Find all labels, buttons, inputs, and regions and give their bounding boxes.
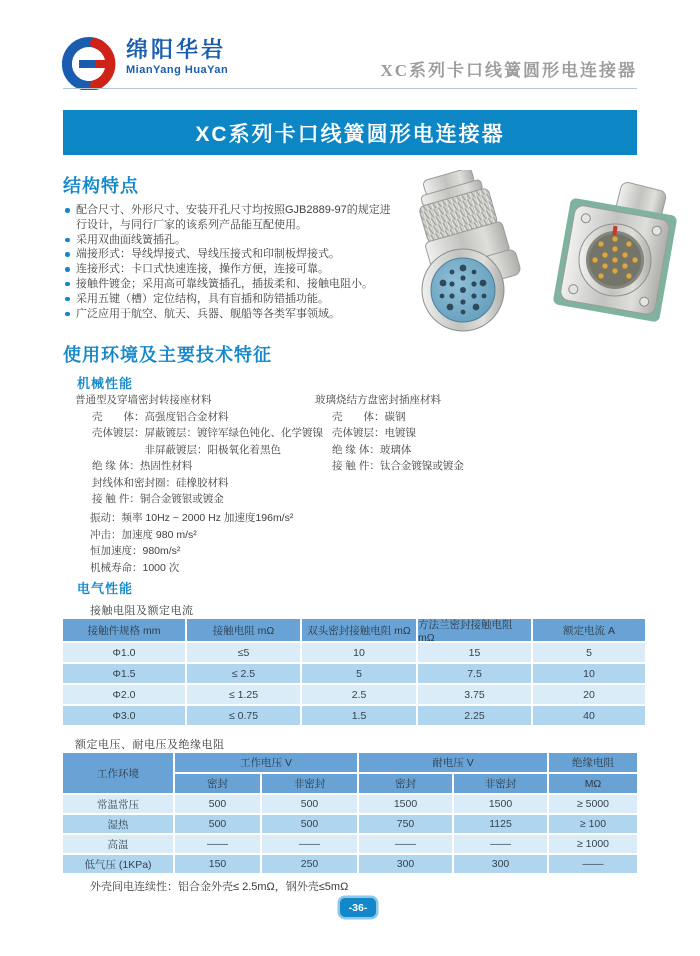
table-cell: —— [454, 835, 547, 853]
table-header-cell: 绝缘电阻 [549, 753, 637, 772]
feature-item: 连接形式：卡口式快速连接，操作方便，连接可靠。 [63, 262, 401, 277]
feature-item: 端接形式：导线焊接式、导线压接式和印制板焊接式。 [63, 247, 401, 262]
table-cell: 750 [359, 815, 452, 833]
table-header-cell: 非密封 [262, 774, 357, 793]
page-number-badge: -36- [340, 898, 376, 917]
table-header-cell: 双头密封接触电阻 mΩ [302, 619, 416, 641]
voltage-insulation-table [63, 753, 637, 873]
table-cell: 2.25 [418, 706, 531, 725]
feature-item: 采用五键（槽）定位结构，具有盲插和防错插功能。 [63, 292, 401, 307]
shell-continuity-note: 外壳间电连续性：铝合金外壳≤ 2.5mΩ，钢外壳≤5mΩ [90, 881, 349, 893]
table-cell: 15 [418, 643, 531, 662]
material-line: 壳体镀层：屏蔽镀层：镀锌军绿色钝化、化学镀镍 [92, 427, 323, 439]
table-cell: —— [175, 835, 260, 853]
table-cell: ≥ 1000 [549, 835, 637, 853]
table-cell: 150 [175, 855, 260, 873]
mechanical-heading: 机械性能 [77, 376, 134, 391]
header-divider [63, 88, 637, 89]
table-cell: ≤ 2.5 [187, 664, 300, 683]
table-cell: 7.5 [418, 664, 531, 683]
table-cell: 5 [533, 643, 645, 662]
table-cell: —— [262, 835, 357, 853]
table-cell: 湿热 [63, 815, 173, 833]
material-line: 绝 缘 体：热固性材料 [92, 460, 193, 472]
spec-line: 恒加速度：980m/s² [90, 545, 181, 557]
brand-name-cn: 绵阳华岩 [126, 37, 227, 62]
material-line: 壳 体：碳钢 [332, 410, 406, 423]
table-cell: 500 [262, 815, 357, 833]
tech-heading: 使用环境及主要技术特征 [63, 345, 272, 365]
table-cell: 1500 [359, 795, 452, 813]
table-header-cell: 方法兰密封接触电阻 mΩ [418, 619, 531, 641]
product-photo [385, 170, 690, 343]
material-line: 接 触 件：钛合金镀镍或镀金 [332, 460, 464, 472]
table-cell: Φ3.0 [63, 706, 185, 725]
table-cell: —— [359, 835, 452, 853]
material-line: 封线体和密封圈：硅橡胶材料 [92, 476, 229, 489]
table-cell: 300 [454, 855, 547, 873]
table-header-cell: 工作环境 [63, 753, 173, 793]
table-cell: 常温常压 [63, 795, 173, 813]
features-list [63, 203, 401, 321]
table-cell: 5 [302, 664, 416, 683]
table-cell: 40 [533, 706, 645, 725]
table-cell: 20 [533, 685, 645, 704]
table-header-cell: 耐电压 V [359, 753, 547, 772]
table-cell: 10 [533, 664, 645, 683]
table2-title: 额定电压、耐电压及绝缘电阻 [75, 739, 225, 751]
feature-item: 配合尺寸、外形尺寸、安装开孔尺寸均按照GJB2889-97的规定进行设计，与同行厂家的该系列产品能互配使用。 [63, 203, 401, 233]
material-line: 接 触 件：铜合金镀银或镀金 [92, 493, 224, 505]
feature-item: 采用双曲面线簧插孔。 [63, 233, 401, 248]
table-cell: 10 [302, 643, 416, 662]
table-header-cell: 密封 [175, 774, 260, 793]
table-cell: ≤ 0.75 [187, 706, 300, 725]
table-cell: 2.5 [302, 685, 416, 704]
environment-specs [90, 510, 293, 576]
spec-line: 冲击：加速度 980 m/s² [90, 528, 197, 541]
table-cell: Φ1.0 [63, 643, 185, 662]
table-cell: 1500 [454, 795, 547, 813]
table-cell: 500 [262, 795, 357, 813]
material-line: 绝 缘 体：玻璃体 [332, 443, 412, 456]
feature-item: 接触件镀金；采用高可靠线簧插孔，插拔柔和、接触电阻小。 [63, 277, 401, 292]
table-cell: 300 [359, 855, 452, 873]
table-cell: ≤5 [187, 643, 300, 662]
table-header-cell: MΩ [549, 774, 637, 793]
materials-right-column [315, 392, 615, 475]
table1-title: 接触电阻及额定电流 [90, 605, 194, 617]
table-header-cell: 密封 [359, 774, 452, 793]
table-cell: ≤ 1.25 [187, 685, 300, 704]
table-cell: 500 [175, 795, 260, 813]
spec-line: 机械寿命：1000 次 [90, 561, 180, 574]
table-cell: Φ1.5 [63, 664, 185, 683]
table-cell: 250 [262, 855, 357, 873]
table-cell: ≥ 100 [549, 815, 637, 833]
features-heading: 结构特点 [63, 176, 139, 196]
table-cell: 高温 [63, 835, 173, 853]
table-header-cell: 接触件规格 mm [63, 619, 185, 641]
page-title-banner: XC系列卡口线簧圆形电连接器 [63, 110, 637, 155]
table-cell: Φ2.0 [63, 685, 185, 704]
table-header-cell: 接触电阻 mΩ [187, 619, 300, 641]
table-header-cell: 非密封 [454, 774, 547, 793]
material-line: 壳 体：高强度铝合金材料 [92, 410, 229, 423]
spec-line: 振动：频率 10Hz ~ 2000 Hz 加速度196m/s² [90, 512, 294, 524]
table-cell: 3.75 [418, 685, 531, 704]
electrical-heading: 电气性能 [77, 581, 134, 596]
material-line: 壳体镀层：电镀镍 [332, 427, 416, 439]
header-doc-title: XC系列卡口线簧圆形电连接器 [380, 61, 637, 80]
table-header-cell: 额定电流 A [533, 619, 645, 641]
materials-right-title: 玻璃烧结方盘密封插座材料 [315, 394, 441, 406]
huayan-logo-icon [62, 32, 118, 95]
table-cell: 500 [175, 815, 260, 833]
brand-name-en: MianYang HuaYan [126, 64, 229, 76]
material-line: 非屏蔽镀层：阳极氧化着黑色 [92, 443, 281, 456]
table-header-cell: 工作电压 V [175, 753, 357, 772]
materials-left-title: 普通型及穿墙密封转接座材料 [75, 394, 212, 406]
brand-logo [62, 32, 228, 95]
table-cell: 1125 [454, 815, 547, 833]
table-cell: 低气压 (1KPa) [63, 855, 173, 873]
feature-item: 广泛应用于航空、航天、兵器、舰船等各类军事领域。 [63, 307, 401, 322]
table-cell: ≥ 5000 [549, 795, 637, 813]
table-cell: —— [549, 855, 637, 873]
contact-resistance-table [63, 619, 637, 725]
table-cell: 1.5 [302, 706, 416, 725]
